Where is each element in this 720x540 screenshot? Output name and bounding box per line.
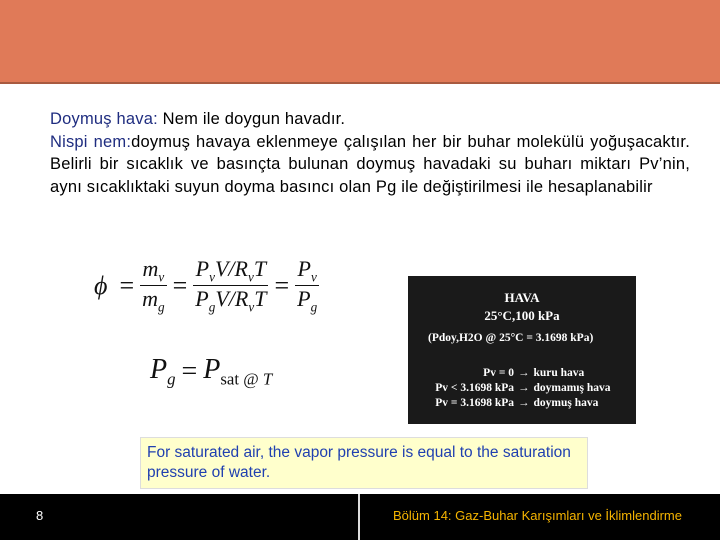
definition-relative-humidity <box>50 131 690 199</box>
footer <box>0 494 720 540</box>
arrow-icon: → <box>518 397 530 409</box>
chapter-title: Bölüm 14: Gaz-Buhar Karışımları ve İklimlendirme <box>393 508 682 523</box>
definition-text: Nem ile doygun havadır. <box>157 110 346 128</box>
diagram-title: HAVA <box>504 290 540 305</box>
diagram-row: Pv = 0 → kuru hava <box>483 367 585 379</box>
title-bar <box>0 0 720 84</box>
page-number: 8 <box>36 508 44 523</box>
term-relative-humidity: Nispi nem: <box>50 132 132 151</box>
arrow-icon: → <box>518 367 530 379</box>
pg-equation: $P_g = P_{sat @}$ $_T$ <box>150 354 273 389</box>
term-saturated-air: Doymuş hava: <box>50 110 158 128</box>
diagram-row: Pv = 3.1698 kPa → doymuş hava <box>435 397 599 409</box>
arrow-icon: → <box>518 382 530 394</box>
diagram-saturation-line: (Pdoy,H2O @ 25°C = 3.1698 kPa) <box>428 332 594 344</box>
diagram-rows <box>416 366 632 411</box>
definition-text: doymuş havaya eklenmeye çalışılan her bir buhar molekülü yoğuşacaktır. Belirli bir sıcaklık ve basınçta bulunan doymuş havadaki su buharı miktarı Pv’nin, aynı sıcaklıktaki suyun doyma basıncı olan Pg ile değiştirilmesi ile hesaplanabilir <box>50 132 690 196</box>
definition-saturated-air <box>50 108 690 131</box>
diagram-row: Pv < 3.1698 kPa → doymamış hava <box>435 382 611 394</box>
relative-humidity-formula <box>88 252 388 412</box>
slide-body <box>50 108 690 198</box>
phi-equation: ϕ = $\frac{m_v}{m_g}$ = $\frac{P_vV/R_vT}{P_gV/R_vT}$ = $\frac{P_v}{P_g}$ <box>94 256 318 315</box>
footer-divider <box>358 494 360 540</box>
diagram-conditions: 25°C,100 kPa <box>484 308 560 323</box>
caption-box: For saturated air, the vapor pressure is equal to the saturation pressure of water. <box>140 437 588 489</box>
humidity-diagram <box>408 276 636 424</box>
